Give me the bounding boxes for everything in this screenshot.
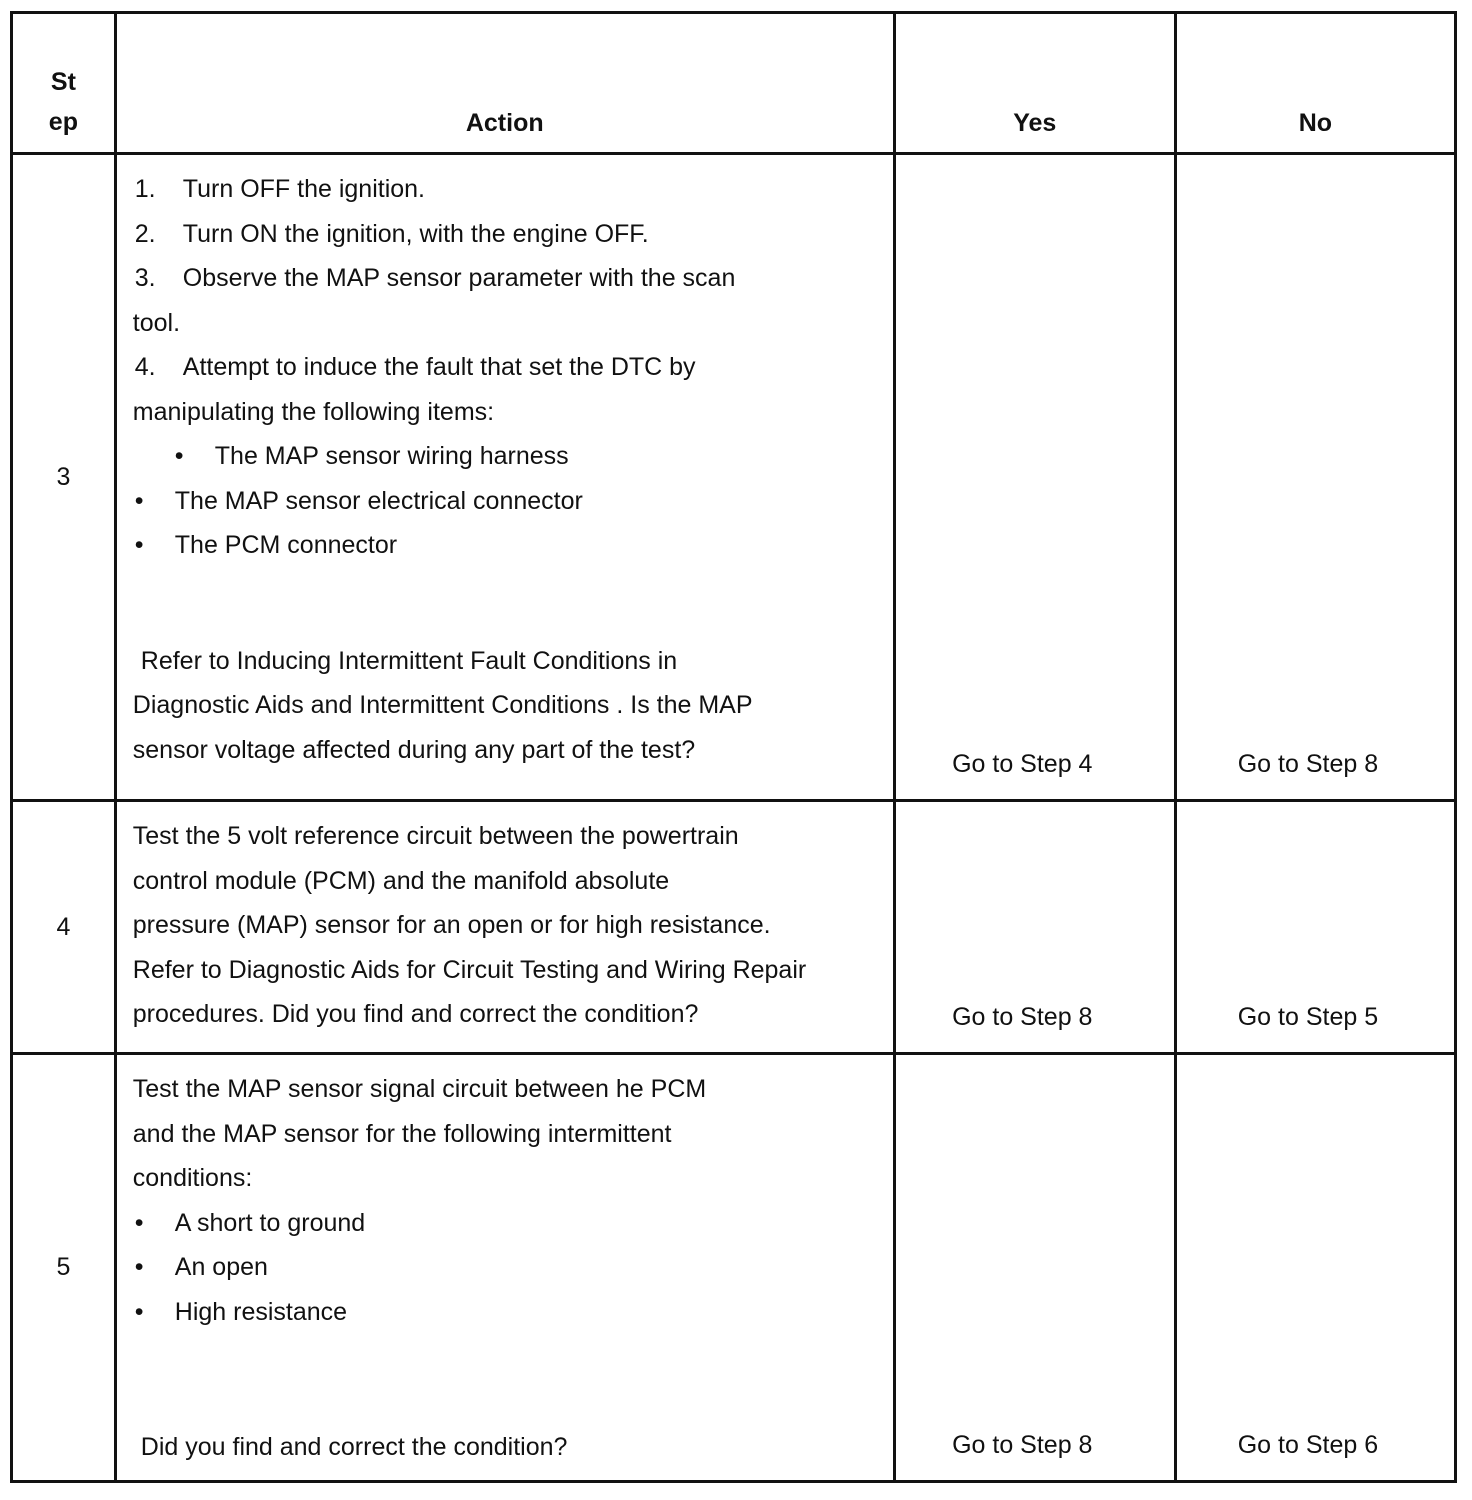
diagnostic-table <box>10 11 1457 1483</box>
list-number: 3. <box>134 264 156 292</box>
action-line: manipulating the following items: <box>132 397 495 426</box>
bullet-item <box>133 1201 877 1246</box>
no-goto: Go to Step 8 <box>1175 154 1455 801</box>
action-line: Test the 5 volt reference circuit between the powertrain <box>132 822 739 850</box>
action-text: Attempt to induce the fault that set the DTC by <box>182 353 696 381</box>
header-action: Action <box>115 13 894 154</box>
bullet-item <box>133 434 877 479</box>
table-row <box>12 801 1456 1054</box>
table-row <box>12 1054 1456 1482</box>
step-number: 5 <box>12 1054 116 1482</box>
bullet-icon: • <box>134 531 144 559</box>
action-line <box>133 256 877 301</box>
table-row <box>12 154 1456 801</box>
action-line: pressure (MAP) sensor for an open or for high resistance. <box>132 911 771 939</box>
diagnostic-table-page <box>10 11 1457 1492</box>
yes-goto: Go to Step 4 <box>894 154 1175 801</box>
spacer <box>133 1334 877 1425</box>
action-cell <box>115 154 894 801</box>
bullet-icon: • <box>134 1253 144 1281</box>
action-cell <box>115 801 894 1054</box>
action-cell <box>115 1054 894 1482</box>
yes-goto: Go to Step 8 <box>894 1054 1175 1482</box>
action-text: Observe the MAP sensor parameter with the scan <box>182 264 736 292</box>
bullet-item <box>133 1245 877 1290</box>
action-text: Turn OFF the ignition. <box>182 175 426 203</box>
bullet-icon: • <box>174 442 184 470</box>
list-number: 2. <box>134 219 156 248</box>
bullet-text: An open <box>174 1253 268 1281</box>
header-step <box>12 13 116 154</box>
action-line: Refer to Inducing Intermittent Fault Conditions in <box>140 646 678 675</box>
header-step-line2: ep <box>48 108 78 136</box>
action-line: Test the MAP sensor signal circuit between he PCM <box>132 1075 707 1103</box>
no-goto: Go to Step 5 <box>1175 801 1455 1054</box>
bullet-icon: • <box>134 1297 144 1326</box>
bullet-text: The MAP sensor electrical connector <box>174 486 583 515</box>
bullet-item <box>133 1290 877 1335</box>
header-row <box>12 13 1456 154</box>
bullet-text: The MAP sensor wiring harness <box>214 442 569 470</box>
action-line: Refer to Diagnostic Aids for Circuit Testing and Wiring Repair <box>132 955 807 984</box>
no-goto: Go to Step 6 <box>1175 1054 1455 1482</box>
bullet-icon: • <box>134 486 144 515</box>
action-line: and the MAP sensor for the following intermittent <box>132 1119 672 1148</box>
bullet-text: A short to ground <box>174 1208 366 1237</box>
header-yes: Yes <box>894 13 1175 154</box>
bullet-text: The PCM connector <box>174 531 398 559</box>
bullet-icon: • <box>134 1208 144 1237</box>
header-step-line1: St <box>50 68 76 96</box>
bullet-text: High resistance <box>174 1297 348 1326</box>
action-text: Turn ON the ignition, with the engine OFF. <box>182 219 649 248</box>
action-line: conditions: <box>132 1164 253 1192</box>
step-number: 3 <box>12 154 116 801</box>
header-no: No <box>1175 13 1455 154</box>
action-line <box>133 167 877 212</box>
bullet-item <box>133 479 877 524</box>
yes-goto: Go to Step 8 <box>894 801 1175 1054</box>
bullet-item <box>133 523 877 568</box>
action-line <box>133 212 877 257</box>
action-line: control module (PCM) and the manifold absolute <box>132 866 670 895</box>
list-number: 4. <box>134 353 156 381</box>
spacer <box>133 568 877 639</box>
action-line: sensor voltage affected during any part of the test? <box>132 735 696 764</box>
list-number: 1. <box>134 175 156 203</box>
action-line: procedures. Did you find and correct the condition? <box>132 1000 699 1028</box>
step-number: 4 <box>12 801 116 1054</box>
action-line: Diagnostic Aids and Intermittent Conditions . Is the MAP <box>132 691 753 719</box>
action-line: Did you find and correct the condition? <box>140 1433 568 1461</box>
action-line: tool. <box>132 308 181 337</box>
action-line <box>133 345 877 390</box>
